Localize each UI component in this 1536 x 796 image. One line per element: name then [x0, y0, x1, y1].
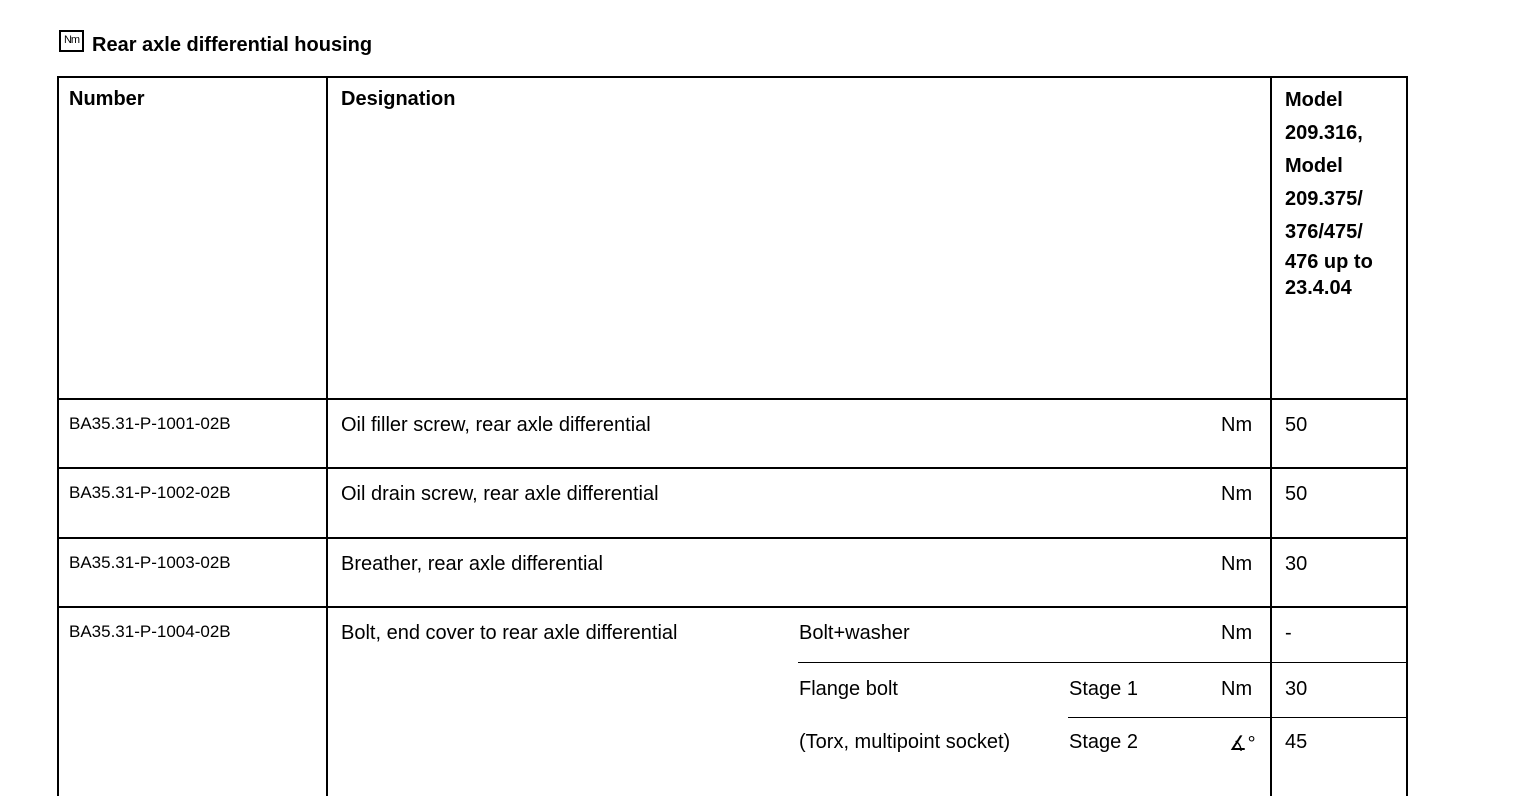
column-divider-value: [1270, 76, 1272, 796]
sub-row-label: Bolt+washer: [799, 622, 910, 644]
row-divider: [57, 467, 1408, 469]
row-divider: [57, 398, 1408, 400]
header-model-line: 476 up to: [1285, 251, 1373, 273]
sub-row-divider: [798, 662, 1408, 663]
sub-row-divider: [1068, 717, 1408, 718]
sub-row-value: -: [1285, 622, 1292, 644]
row-unit: Nm: [1221, 483, 1253, 505]
sub-row-value: 45: [1285, 731, 1308, 753]
table-border-top: [57, 76, 1408, 78]
row-unit: Nm: [1221, 414, 1253, 436]
sub-row-unit: Nm: [1221, 678, 1253, 700]
table-border-left: [57, 76, 59, 796]
row-value: 50: [1285, 483, 1308, 505]
header-designation: Designation: [341, 88, 456, 110]
row-designation: Oil filler screw, rear axle differential: [341, 414, 651, 436]
row-designation: Oil drain screw, rear axle differential: [341, 483, 659, 505]
row-value: 50: [1285, 414, 1308, 436]
page-title: Rear axle differential housing: [92, 34, 373, 56]
row-number: BA35.31-P-1001-02B: [69, 414, 231, 433]
header-model: [1285, 84, 1373, 301]
sub-row-unit: Nm: [1221, 622, 1253, 644]
sub-row-stage: Stage 2: [1069, 731, 1138, 753]
header-model-line: 209.375/: [1285, 188, 1363, 210]
row-number: BA35.31-P-1002-02B: [69, 483, 231, 502]
torque-nm-icon: Nm: [59, 30, 84, 52]
header-model-line: 23.4.04: [1285, 277, 1352, 299]
table-border-right: [1406, 76, 1408, 796]
row-unit: Nm: [1221, 553, 1253, 575]
angle-degree-icon: ∡°: [1229, 733, 1255, 755]
header-model-line: 209.316,: [1285, 122, 1363, 144]
header-model-line: Model: [1285, 155, 1343, 177]
sub-row-value: 30: [1285, 678, 1308, 700]
row-number: BA35.31-P-1003-02B: [69, 553, 231, 572]
header-number: Number: [69, 88, 145, 110]
row-designation: Breather, rear axle differential: [341, 553, 604, 575]
header-model-line: 376/475/: [1285, 221, 1363, 243]
row-value: 30: [1285, 553, 1308, 575]
row-divider: [57, 537, 1408, 539]
sub-row-label: (Torx, multipoint socket): [799, 731, 1011, 753]
row-divider: [57, 606, 1408, 608]
row-number: BA35.31-P-1004-02B: [69, 622, 231, 641]
header-model-line: Model: [1285, 89, 1343, 111]
row-designation: Bolt, end cover to rear axle differential: [341, 622, 678, 644]
torque-table: [57, 76, 1408, 796]
sub-row-label: Flange bolt: [799, 678, 898, 700]
column-divider-number: [326, 76, 328, 796]
sub-row-stage: Stage 1: [1069, 678, 1138, 700]
